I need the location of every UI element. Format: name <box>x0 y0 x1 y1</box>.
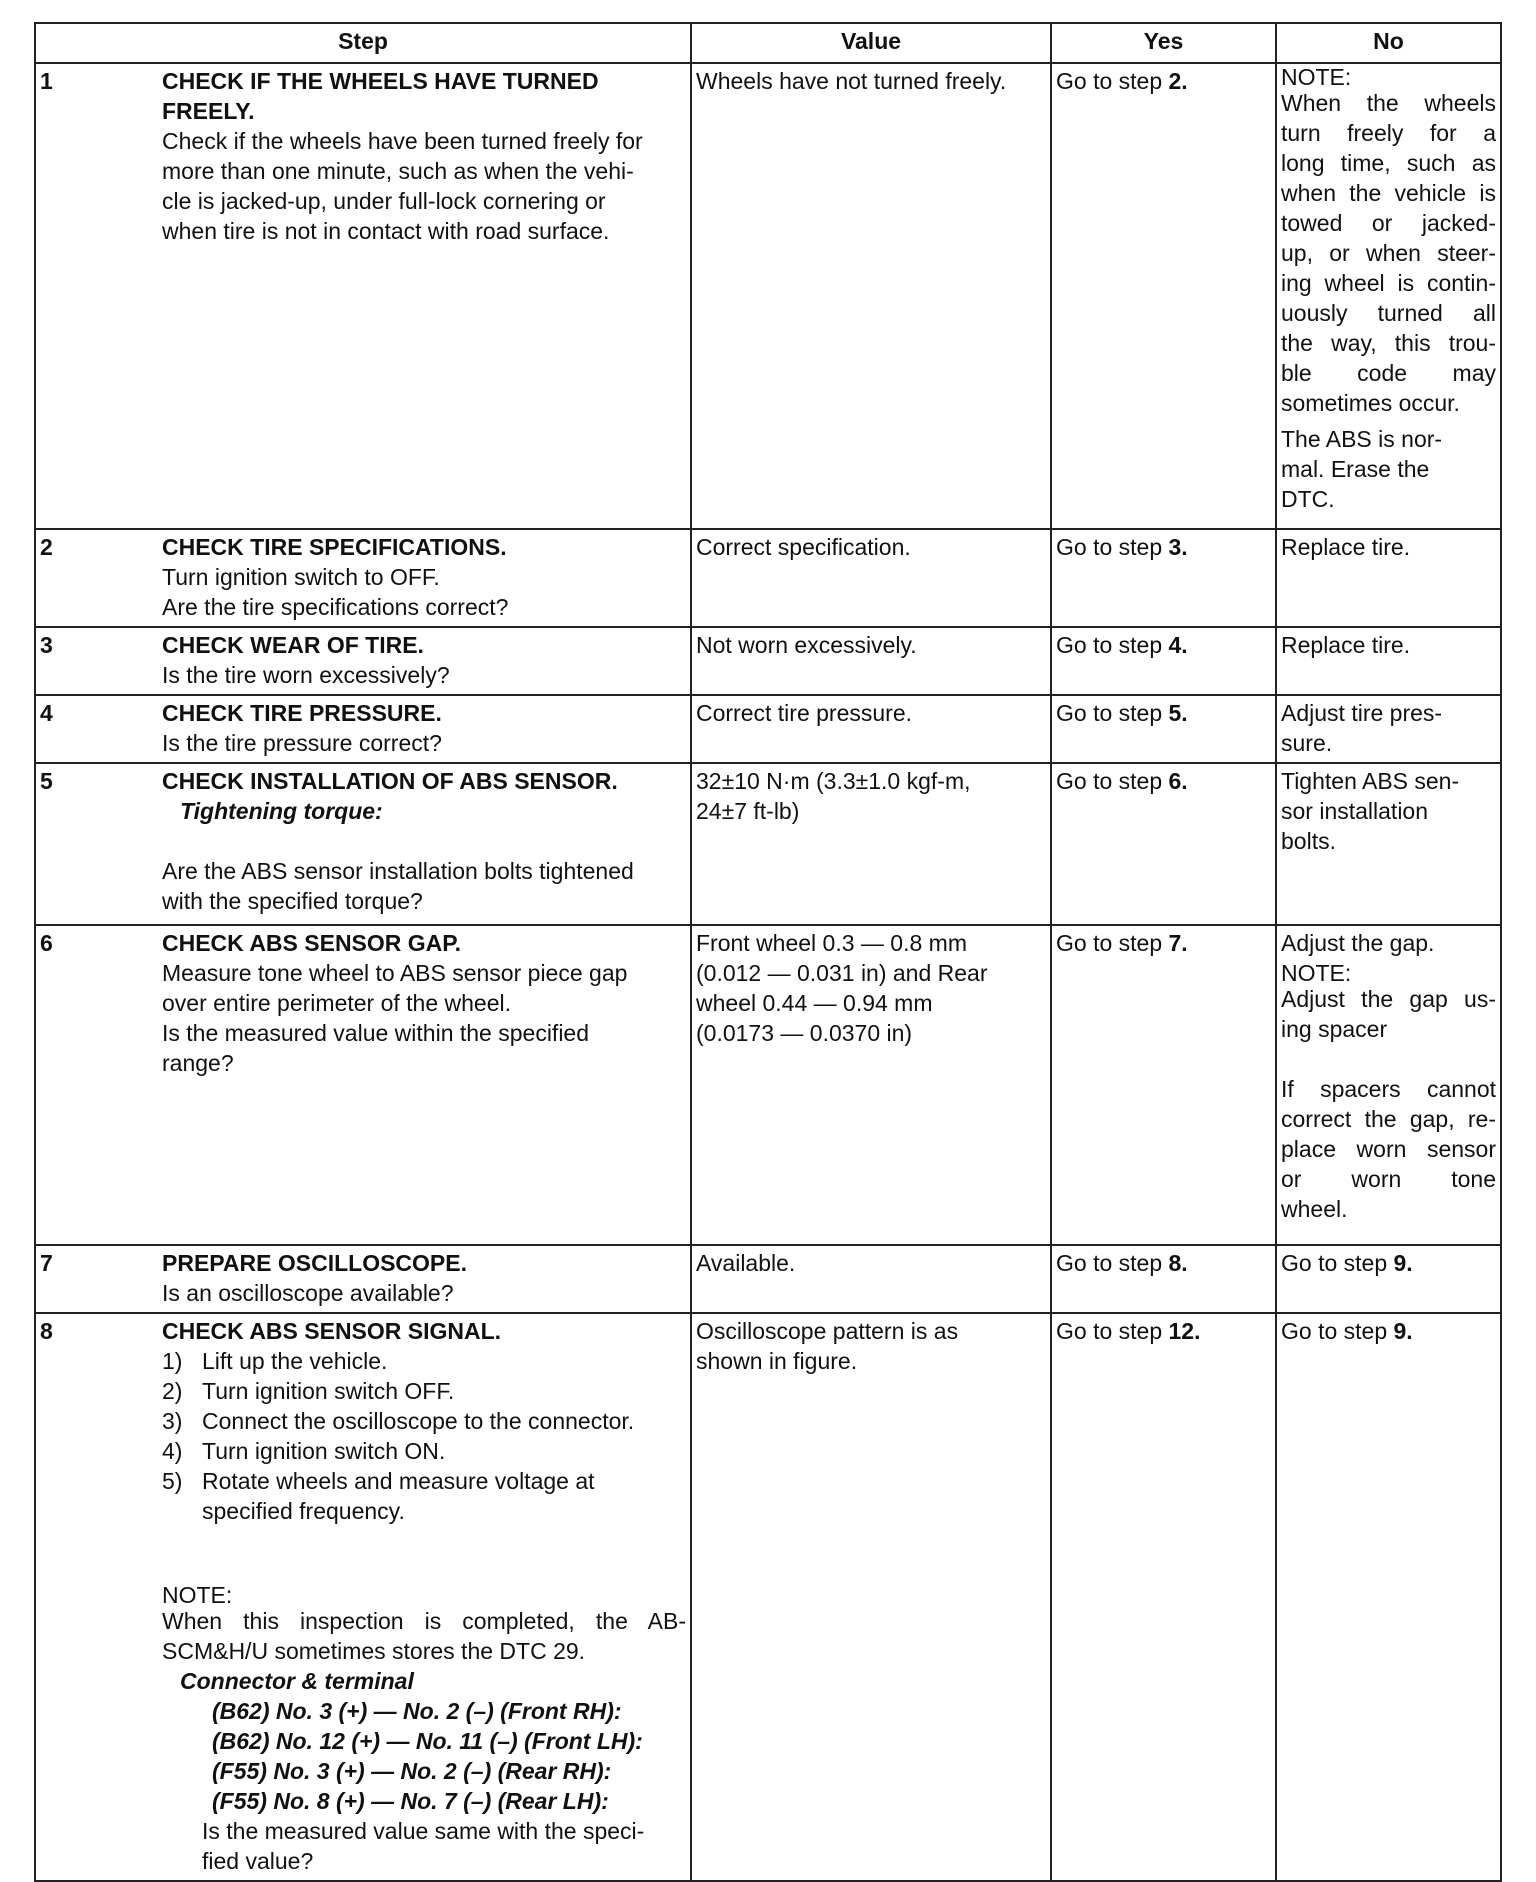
list-item <box>162 1466 686 1526</box>
header-value: Value <box>691 23 1051 63</box>
step-title: CHECK ABS SENSOR SIGNAL. <box>162 1318 502 1344</box>
yes-cell <box>1051 627 1276 695</box>
list-text: Lift up the vehicle. <box>202 1348 388 1374</box>
yes-text: Go to step <box>1056 700 1169 726</box>
value-text: Oscilloscope pattern is as <box>696 1318 959 1344</box>
step-title: CHECK TIRE SPECIFICATIONS. <box>162 534 507 560</box>
connector-line: (B62) No. 12 (+) — No. 11 (–) (Front LH): <box>212 1728 643 1754</box>
value-cell <box>691 1245 1051 1313</box>
table-row <box>35 63 1501 529</box>
value-cell <box>691 529 1051 627</box>
no-text: uously turned all <box>1281 300 1496 326</box>
table-row <box>35 695 1501 763</box>
step-text: over entire perimeter of the wheel. <box>162 990 512 1016</box>
step-text: Is an oscilloscope available? <box>162 1280 454 1306</box>
no-cell <box>1276 695 1501 763</box>
no-text: Go to step <box>1281 1318 1394 1344</box>
yes-step-number: 5. <box>1168 700 1188 726</box>
no-text: bolts. <box>1281 828 1336 854</box>
value-text: Correct tire pressure. <box>696 700 913 726</box>
no-text: Replace tire. <box>1281 632 1411 658</box>
header-no: No <box>1276 23 1501 63</box>
no-text: correct the gap, re- <box>1281 1106 1496 1132</box>
no-text: Adjust the gap us- <box>1281 986 1496 1012</box>
yes-cell <box>1051 529 1276 627</box>
yes-step-number: 8. <box>1168 1250 1188 1276</box>
step-text: with the specified torque? <box>162 888 423 914</box>
header-yes: Yes <box>1051 23 1276 63</box>
yes-cell <box>1051 63 1276 529</box>
no-text: sor installation <box>1281 798 1429 824</box>
no-text: Go to step <box>1281 1250 1394 1276</box>
list-text: Turn ignition switch OFF. <box>202 1378 455 1404</box>
step-text: fied value? <box>202 1848 314 1874</box>
no-text: Replace tire. <box>1281 534 1411 560</box>
connector-line: (F55) No. 8 (+) — No. 7 (–) (Rear LH): <box>212 1788 609 1814</box>
step-number: 6 <box>40 930 53 956</box>
step-text: when tire is not in contact with road surface. <box>162 218 610 244</box>
step-text: Is the measured value within the specified <box>162 1020 590 1046</box>
step-number: 5 <box>40 768 53 794</box>
value-text: (0.012 — 0.031 in) and Rear <box>696 960 988 986</box>
no-cell <box>1276 1313 1501 1881</box>
no-text: If spacers cannot <box>1281 1076 1496 1102</box>
yes-text: Go to step <box>1056 930 1169 956</box>
step-text: more than one minute, such as when the vehi- <box>162 158 634 184</box>
value-cell <box>691 925 1051 1245</box>
step-cell <box>35 1313 691 1881</box>
connector-line: (F55) No. 3 (+) — No. 2 (–) (Rear RH): <box>212 1758 612 1784</box>
no-cell <box>1276 925 1501 1245</box>
no-text: towed or jacked- <box>1281 210 1496 236</box>
step-text: Check if the wheels have been turned freely for <box>162 128 643 154</box>
list-text: specified frequency. <box>202 1498 405 1524</box>
connector-line: (B62) No. 3 (+) — No. 2 (–) (Front RH): <box>212 1698 622 1724</box>
list-text: Connect the oscilloscope to the connector. <box>202 1408 635 1434</box>
no-cell <box>1276 1245 1501 1313</box>
step-cell <box>35 925 691 1245</box>
table-row <box>35 1245 1501 1313</box>
no-text: sometimes occur. <box>1281 390 1460 416</box>
no-text: ble code may <box>1281 360 1496 386</box>
header-step: Step <box>35 23 691 63</box>
step-text: range? <box>162 1050 234 1076</box>
diagnostic-table <box>34 22 1502 1882</box>
table-row <box>35 1313 1501 1881</box>
step-number: 2 <box>40 534 53 560</box>
list-item <box>162 1346 686 1376</box>
value-text: shown in figure. <box>696 1348 858 1374</box>
table-row <box>35 925 1501 1245</box>
list-text: Rotate wheels and measure voltage at <box>202 1468 595 1494</box>
step-cell <box>35 763 691 925</box>
value-cell <box>691 695 1051 763</box>
step-title: PREPARE OSCILLOSCOPE. <box>162 1250 468 1276</box>
step-number: 1 <box>40 68 53 94</box>
note-label: NOTE: <box>1281 64 1352 90</box>
no-text: sure. <box>1281 730 1333 756</box>
yes-text: Go to step <box>1056 632 1169 658</box>
list-item <box>162 1406 686 1436</box>
yes-text: Go to step <box>1056 1250 1169 1276</box>
no-text: Adjust tire pres- <box>1281 700 1443 726</box>
no-step-number: 9. <box>1393 1318 1413 1344</box>
step-cell <box>35 63 691 529</box>
step-number: 4 <box>40 700 53 726</box>
step-cell <box>35 627 691 695</box>
no-text: when the vehicle is <box>1281 180 1496 206</box>
yes-text: Go to step <box>1056 1318 1169 1344</box>
value-text: 32±10 N·m (3.3±1.0 kgf-m, <box>696 768 971 794</box>
no-text: wheel. <box>1281 1196 1348 1222</box>
value-text: Front wheel 0.3 — 0.8 mm <box>696 930 967 956</box>
step-title: CHECK INSTALLATION OF ABS SENSOR. <box>162 768 618 794</box>
step-text: Are the tire specifications correct? <box>162 594 509 620</box>
list-number: 1) <box>162 1348 183 1374</box>
yes-text: Go to step <box>1056 534 1169 560</box>
note-label: NOTE: <box>1281 960 1352 986</box>
step-cell <box>35 529 691 627</box>
list-number: 4) <box>162 1438 183 1464</box>
table-row <box>35 763 1501 925</box>
value-text: Wheels have not turned freely. <box>696 68 1007 94</box>
step-text: Measure tone wheel to ABS sensor piece gap <box>162 960 628 986</box>
value-cell <box>691 627 1051 695</box>
no-text: The ABS is nor- <box>1281 426 1443 452</box>
yes-text: Go to step <box>1056 68 1169 94</box>
no-text: the way, this trou- <box>1281 330 1496 356</box>
step-text: Turn ignition switch to OFF. <box>162 564 440 590</box>
value-cell <box>691 63 1051 529</box>
list-item <box>162 1376 686 1406</box>
yes-step-number: 6. <box>1168 768 1188 794</box>
yes-cell <box>1051 695 1276 763</box>
step-title: CHECK TIRE PRESSURE. <box>162 700 442 726</box>
list-text: Turn ignition switch ON. <box>202 1438 446 1464</box>
no-text: Tighten ABS sen- <box>1281 768 1460 794</box>
value-cell <box>691 1313 1051 1881</box>
yes-text: Go to step <box>1056 768 1169 794</box>
no-cell <box>1276 627 1501 695</box>
step-title: CHECK WEAR OF TIRE. <box>162 632 424 658</box>
yes-cell <box>1051 763 1276 925</box>
no-cell <box>1276 763 1501 925</box>
connector-title: Connector & terminal <box>180 1668 414 1694</box>
table-row <box>35 627 1501 695</box>
step-title: FREELY. <box>162 98 255 124</box>
yes-step-number: 3. <box>1168 534 1188 560</box>
value-text: Available. <box>696 1250 796 1276</box>
no-text: up, or when steer- <box>1281 240 1496 266</box>
value-text: 24±7 ft-lb) <box>696 798 800 824</box>
no-text: place worn sensor <box>1281 1136 1496 1162</box>
step-subtitle: Tightening torque: <box>180 798 383 824</box>
no-text: or worn tone <box>1281 1166 1496 1192</box>
step-title: CHECK ABS SENSOR GAP. <box>162 930 462 956</box>
step-text: Is the measured value same with the speci- <box>202 1818 645 1844</box>
value-text: (0.0173 — 0.0370 in) <box>696 1020 913 1046</box>
value-text: Correct specification. <box>696 534 911 560</box>
note-text: When this inspection is completed, the AB- <box>162 1608 686 1634</box>
yes-step-number: 4. <box>1168 632 1188 658</box>
yes-cell <box>1051 1245 1276 1313</box>
list-item <box>162 1436 686 1466</box>
list-number: 2) <box>162 1378 183 1404</box>
no-text: long time, such as <box>1281 150 1496 176</box>
no-cell <box>1276 529 1501 627</box>
note-label: NOTE: <box>162 1582 233 1608</box>
note-text: SCM&H/U sometimes stores the DTC 29. <box>162 1638 586 1664</box>
step-cell <box>35 1245 691 1313</box>
no-text: turn freely for a <box>1281 120 1496 146</box>
value-text: Not worn excessively. <box>696 632 917 658</box>
list-number: 3) <box>162 1408 183 1434</box>
yes-cell <box>1051 925 1276 1245</box>
no-text: When the wheels <box>1281 90 1496 116</box>
step-text: cle is jacked-up, under full-lock cornering or <box>162 188 606 214</box>
list-number: 5) <box>162 1468 183 1494</box>
value-text: wheel 0.44 — 0.94 mm <box>696 990 933 1016</box>
yes-step-number: 2. <box>1168 68 1188 94</box>
yes-step-number: 12. <box>1168 1318 1201 1344</box>
no-cell <box>1276 63 1501 529</box>
value-cell <box>691 763 1051 925</box>
step-text: Are the ABS sensor installation bolts tightened <box>162 858 634 884</box>
table-header-row <box>35 23 1501 63</box>
no-text: DTC. <box>1281 486 1335 512</box>
yes-step-number: 7. <box>1168 930 1188 956</box>
no-text: Adjust the gap. <box>1281 930 1435 956</box>
no-text: mal. Erase the <box>1281 456 1430 482</box>
table-row <box>35 529 1501 627</box>
step-number: 8 <box>40 1318 53 1344</box>
step-text: Is the tire pressure correct? <box>162 730 442 756</box>
step-title: CHECK IF THE WHEELS HAVE TURNED <box>162 68 599 94</box>
step-cell <box>35 695 691 763</box>
step-text: Is the tire worn excessively? <box>162 662 450 688</box>
yes-cell <box>1051 1313 1276 1881</box>
no-text: ing spacer <box>1281 1016 1388 1042</box>
step-number: 3 <box>40 632 53 658</box>
step-number: 7 <box>40 1250 53 1276</box>
no-text: ing wheel is contin- <box>1281 270 1496 296</box>
no-step-number: 9. <box>1393 1250 1413 1276</box>
